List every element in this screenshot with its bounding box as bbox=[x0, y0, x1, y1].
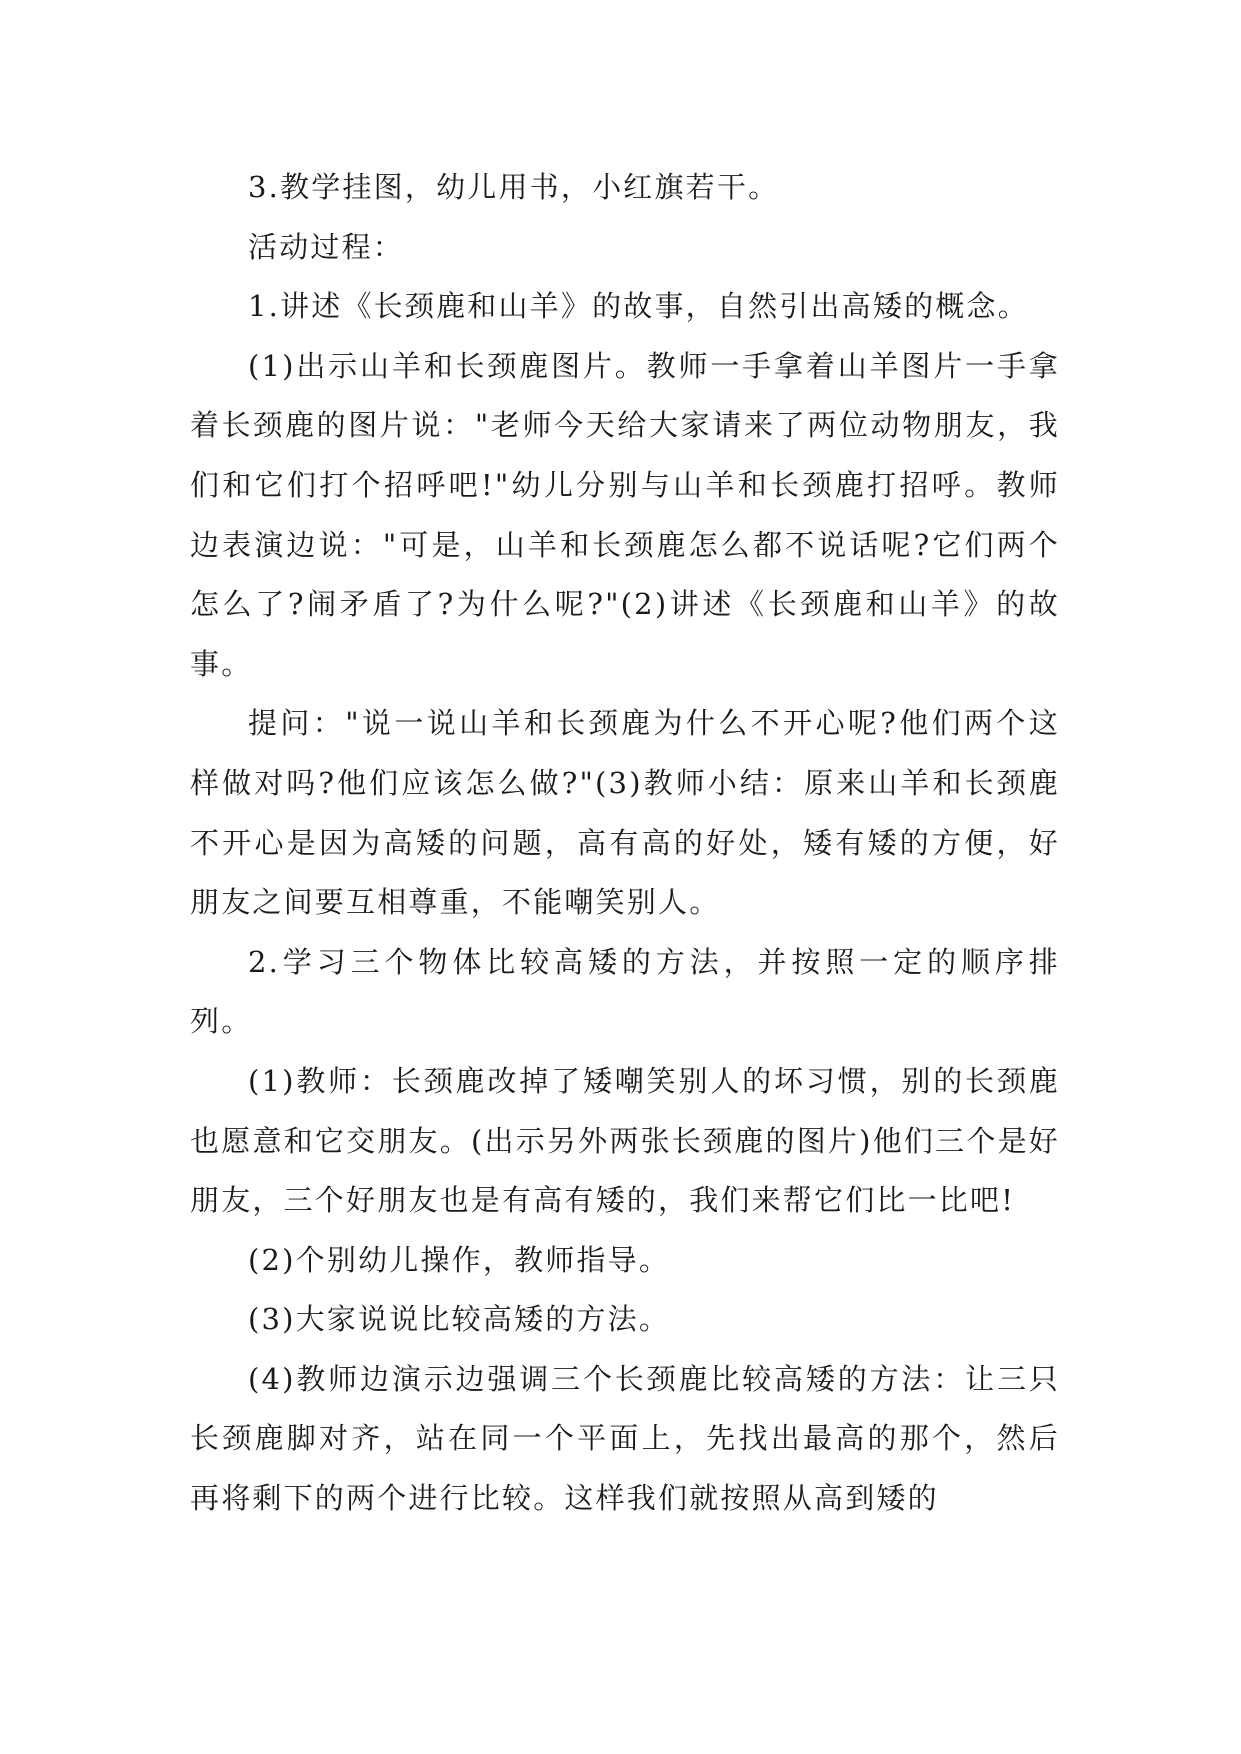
paragraph-step-2-2: (2)个别幼儿操作，教师指导。 bbox=[248, 1242, 671, 1277]
paragraph-step-2-3: (3)大家说说比较高矮的方法。 bbox=[248, 1302, 671, 1337]
paragraph-step-1: 1.讲述《长颈鹿和山羊》的故事，自然引出高矮的概念。 bbox=[248, 289, 1029, 324]
paragraph-step-2-1: (1)教师：长颈鹿改掉了矮嘲笑别人的坏习惯，别的长颈鹿也愿意和它交朋友。(出示另外两张长颈鹿的图片)他们三个是好朋友，三个好朋友也是有高有矮的，我们来帮它们比一比吧! bbox=[190, 1063, 1060, 1218]
paragraph-activity-heading: 活动过程： bbox=[248, 229, 405, 264]
paragraph-step-1-detail: (1)出示山羊和长颈鹿图片。教师一手拿着山羊图片一手拿着长颈鹿的图片说："老师今天给大家请来了两位动物朋友，我们和它们打个招呼吧!"幼儿分别与山羊和长颈鹿打招呼。教师边表演边说："可是，山羊和长颈鹿怎么都不说话呢?它们两个怎么了?闹矛盾了?为什么呢?"(2)讲述《长颈鹿和山羊》的故事。 bbox=[190, 348, 1060, 681]
paragraph-step-2: 2.学习三个物体比较高矮的方法，并按照一定的顺序排列。 bbox=[190, 944, 1060, 1039]
paragraph-question-summary: 提问："说一说山羊和长颈鹿为什么不开心呢?他们两个这样做对吗?他们应该怎么做?"(3)教师小结：原来山羊和长颈鹿不开心是因为高矮的问题，高有高的好处，矮有矮的方便，好朋友之间要互相尊重，不能嘲笑别人。 bbox=[190, 706, 1060, 920]
paragraph-step-2-4: (4)教师边演示边强调三个长颈鹿比较高矮的方法：让三只长颈鹿脚对齐，站在同一个平面上，先找出最高的那个，然后再将剩下的两个进行比较。这样我们就按照从高到矮的 bbox=[190, 1361, 1060, 1516]
document-page bbox=[190, 158, 1060, 1529]
paragraph-materials: 3.教学挂图，幼儿用书，小红旗若干。 bbox=[248, 170, 780, 204]
